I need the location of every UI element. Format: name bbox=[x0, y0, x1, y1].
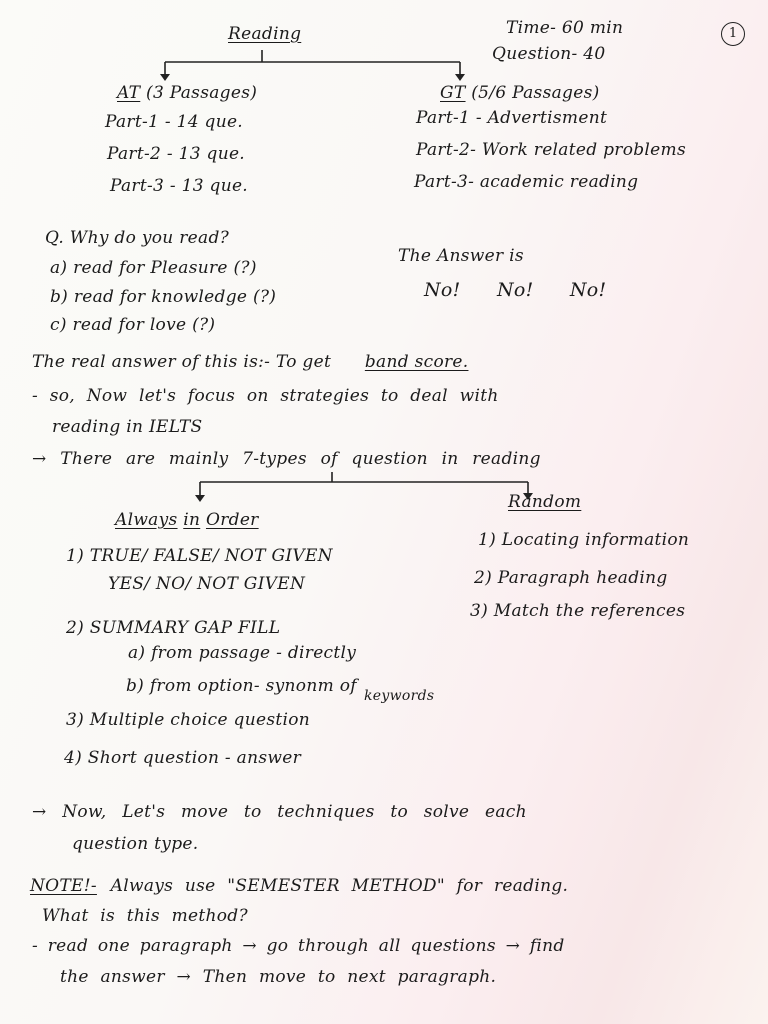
random-item-2: 2) Paragraph heading bbox=[474, 568, 668, 588]
time-note: Time- 60 min bbox=[506, 18, 624, 38]
techniques-line-1: → Now, Let's move to techniques to solve each bbox=[32, 802, 527, 822]
why-question: Q. Why do you read? bbox=[45, 228, 230, 248]
questions-note: Question- 40 bbox=[492, 44, 606, 64]
always-heading: Always bbox=[115, 510, 178, 530]
random-item-3: 3) Match the references bbox=[470, 601, 686, 621]
at-part-2: Part-2 - 13 que. bbox=[107, 144, 246, 164]
focus-line-1: - so, Now let's focus on strategies to deal with bbox=[32, 386, 499, 406]
order-item-1: 1) TRUE/ FALSE/ NOT GIVEN bbox=[66, 546, 333, 566]
at-subheading: (3 Passages) bbox=[146, 83, 258, 103]
note-text: Always use "SEMESTER METHOD" for reading. bbox=[110, 876, 569, 896]
why-option-c: c) read for love (?) bbox=[50, 315, 216, 335]
gt-part-2: Part-2- Work related problems bbox=[416, 140, 686, 160]
order-item-2b: b) from option- synonm of bbox=[126, 676, 357, 696]
why-option-a: a) read for Pleasure (?) bbox=[50, 258, 257, 278]
gt-subheading: (5/6 Passages) bbox=[471, 83, 600, 103]
random-item-1: 1) Locating information bbox=[478, 530, 690, 550]
at-heading: AT bbox=[117, 83, 141, 103]
page-title: Reading bbox=[228, 24, 302, 44]
order-heading: Order bbox=[205, 510, 259, 530]
page-number: 1 bbox=[721, 22, 745, 46]
gt-heading: GT bbox=[440, 83, 466, 103]
method-line-1: - read one paragraph → go through all questions → find bbox=[32, 936, 565, 956]
random-heading: Random bbox=[508, 492, 582, 512]
note-question: What is this method? bbox=[42, 906, 248, 926]
types-line: → There are mainly 7-types of question in reading bbox=[32, 449, 541, 469]
gt-part-3: Part-3- academic reading bbox=[414, 172, 639, 192]
order-item-1b: YES/ NO/ NOT GIVEN bbox=[108, 574, 306, 594]
at-part-1: Part-1 - 14 que. bbox=[105, 112, 244, 132]
note-label: NOTE!- bbox=[30, 876, 97, 896]
order-item-2b-cont: keywords bbox=[364, 688, 435, 704]
gt-part-1: Part-1 - Advertisment bbox=[416, 108, 608, 128]
techniques-line-2: question type. bbox=[72, 834, 199, 854]
why-option-b: b) read for knowledge (?) bbox=[50, 287, 277, 307]
in-heading: in bbox=[183, 510, 201, 530]
order-item-2: 2) SUMMARY GAP FILL bbox=[66, 618, 281, 638]
at-part-3: Part-3 - 13 que. bbox=[110, 176, 249, 196]
order-item-4: 4) Short question - answer bbox=[64, 748, 302, 768]
method-line-2: the answer → Then move to next paragraph. bbox=[60, 967, 497, 987]
real-answer-text: The real answer of this is:- To get bbox=[32, 352, 332, 372]
band-score: band score. bbox=[364, 352, 469, 372]
focus-line-2: reading in IELTS bbox=[52, 417, 203, 437]
order-item-3: 3) Multiple choice question bbox=[66, 710, 310, 730]
answer-no: No! No! No! bbox=[424, 279, 607, 301]
answer-label: The Answer is bbox=[398, 246, 524, 266]
order-item-2a: a) from passage - directly bbox=[128, 643, 357, 663]
